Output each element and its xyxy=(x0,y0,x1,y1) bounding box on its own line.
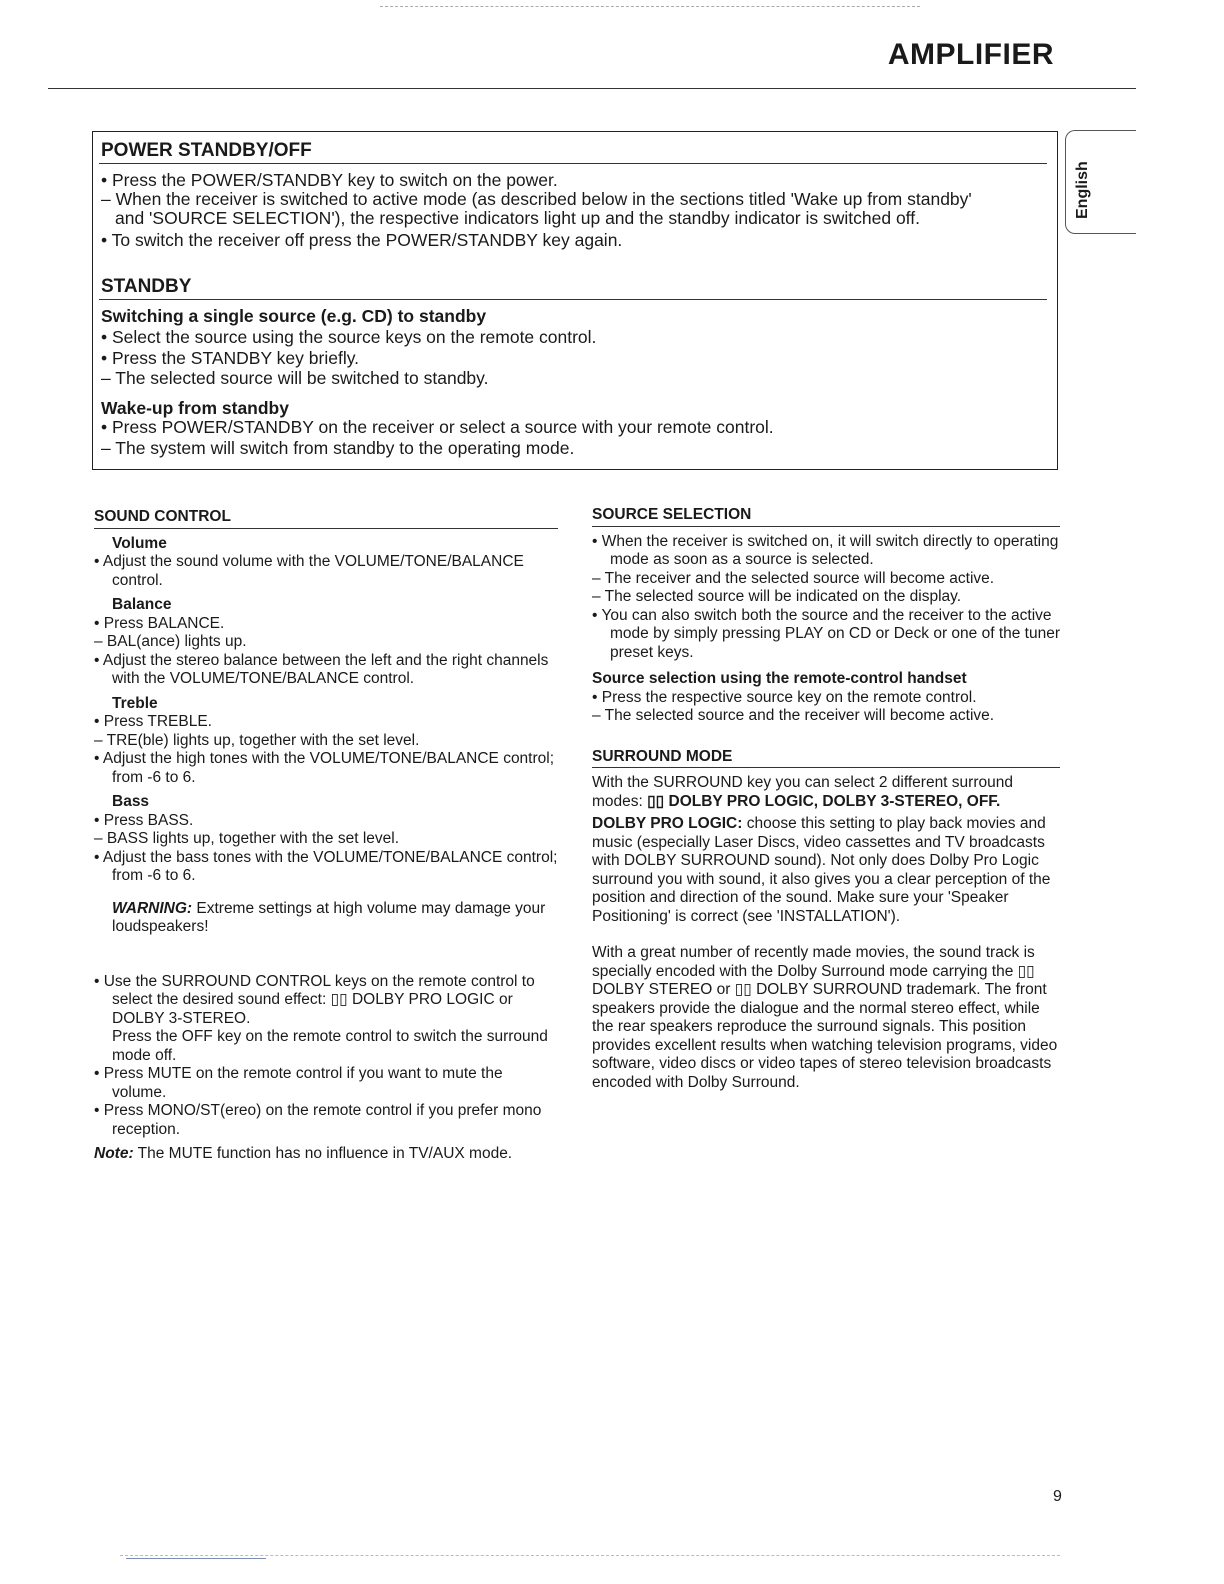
power-rule xyxy=(99,163,1047,164)
surround-modes: ▯▯ DOLBY PRO LOGIC, DOLBY 3-STEREO, OFF. xyxy=(647,792,1001,810)
source-line-2: – The receiver and the selected source will become active. xyxy=(592,569,995,587)
treble-line-3: • Adjust the high tones with the VOLUME/TONE/BALANCE control; from -6 to 6. xyxy=(94,750,555,786)
treble-title: Treble xyxy=(112,694,158,712)
surround-paragraph-2: With a great number of recently made movies, the sound track is specially encoded with the Dolby Surround mode carrying the ▯▯ DOLBY STEREO or ▯▯ DOLBY SURROUND trademark. The front speakers provide the dialogue and the normal stereo effect, while the rear speakers reproduce the surround signals. This position provides excellent results when watching television programs, video software, video discs or video tapes of stereo television broadcasts encoded with Dolby Surround. xyxy=(592,944,1058,1091)
mute-line: • Press MUTE on the remote control if you want to mute the volume. xyxy=(94,1065,503,1101)
balance-line-2: – BAL(ance) lights up. xyxy=(94,633,247,650)
mono-line: • Press MONO/ST(ereo) on the remote control if you prefer mono reception. xyxy=(94,1102,542,1138)
source-heading: SOURCE SELECTION xyxy=(592,506,1060,527)
scan-artifact-bottom xyxy=(120,1555,1060,1556)
standby-heading: STANDBY xyxy=(101,276,192,297)
standby-rule xyxy=(99,299,1047,300)
page-title: AMPLIFIER xyxy=(887,38,1054,71)
source-line-3: – The selected source will be indicated on the display. xyxy=(592,588,962,605)
power-line-2: – When the receiver is switched to active mode (as described below in the sections titled 'Wake up from standby' xyxy=(101,189,972,209)
source-line-1: • When the receiver is switched on, it will switch directly to operating mode as soon as a source is selected. xyxy=(592,532,1059,568)
warning-body: Extreme settings at high volume may damage your loudspeakers! xyxy=(112,899,546,935)
balance-line-1: • Press BALANCE. xyxy=(94,614,225,632)
surround-intro-text: With the SURROUND key you can select 2 different surround modes: xyxy=(592,774,1013,810)
note-label: Note: xyxy=(94,1145,134,1162)
balance-line-3: • Adjust the stereo balance between the left and the right channels with the VOLUME/TONE/BALANCE control. xyxy=(94,651,549,687)
wake-title: Wake-up from standby xyxy=(101,398,289,418)
warning-text xyxy=(94,900,558,937)
volume-title: Volume xyxy=(112,534,167,552)
scan-artifact-blue xyxy=(126,1558,266,1559)
single-source-title: Switching a single source (e.g. CD) to standby xyxy=(101,306,487,326)
wake-line-1: • Press POWER/STANDBY on the receiver or select a source with your remote control. xyxy=(101,417,774,437)
page-number: 9 xyxy=(1053,1488,1062,1505)
volume-line: • Adjust the sound volume with the VOLUME/TONE/BALANCE control. xyxy=(94,553,524,589)
bass-line-1: • Press BASS. xyxy=(94,811,194,829)
single-line-2: • Press the STANDBY key briefly. xyxy=(101,348,360,368)
power-line-3: and 'SOURCE SELECTION'), the respective indicators light up and the standby indicator is switched off. xyxy=(115,208,920,228)
power-heading: POWER STANDBY/OFF xyxy=(101,140,312,161)
note-body: The MUTE function has no influence in TV/AUX mode. xyxy=(133,1145,513,1162)
language-tab xyxy=(1065,130,1136,234)
standby-box xyxy=(92,131,1058,470)
source-column xyxy=(592,506,1060,1092)
sound-control-column xyxy=(94,508,558,1164)
bass-line-2: – BASS lights up, together with the set level. xyxy=(94,830,400,847)
remote-line-1: • Press the respective source key on the remote control. xyxy=(592,688,977,706)
language-label: English xyxy=(1074,161,1091,219)
remote-line-2: – The selected source and the receiver will become active. xyxy=(592,707,995,724)
surround-control-line: • Use the SURROUND CONTROL keys on the remote control to select the desired sound effect: ▯▯ DOLBY PRO LOGIC or DOLBY 3-STEREO. xyxy=(94,972,535,1027)
warning-label: WARNING: xyxy=(112,899,193,917)
dpl-label: DOLBY PRO LOGIC: xyxy=(592,815,743,832)
treble-line-1: • Press TREBLE. xyxy=(94,713,212,730)
title-rule xyxy=(48,88,1136,89)
surround-off-line: Press the OFF key on the remote control to switch the surround mode off. xyxy=(112,1028,548,1064)
note-text xyxy=(94,1145,558,1164)
bass-title: Bass xyxy=(112,793,150,810)
source-line-4: • You can also switch both the source and the receiver to the active mode by simply pressing PLAY on CD or Deck or one of the tuner preset keys. xyxy=(592,606,1061,661)
wake-line-2: – The system will switch from standby to the operating mode. xyxy=(101,438,575,458)
power-line-4: • To switch the receiver off press the POWER/STANDBY key again. xyxy=(101,230,623,250)
sound-control-heading: SOUND CONTROL xyxy=(94,508,558,529)
surround-intro xyxy=(592,774,1060,811)
scan-artifact-top xyxy=(380,6,920,7)
single-line-3: – The selected source will be switched to standby. xyxy=(101,368,489,388)
treble-line-2: – TRE(ble) lights up, together with the set level. xyxy=(94,731,420,749)
power-line-1: • Press the POWER/STANDBY key to switch on the power. xyxy=(101,170,558,190)
bass-line-3: • Adjust the bass tones with the VOLUME/TONE/BALANCE control; from -6 to 6. xyxy=(94,848,558,884)
dpl-text: choose this setting to play back movies and music (especially Laser Discs, video cassettes and TV broadcasts with DOLBY SURROUND sound). Not only does Dolby Pro Logic surround you with sound, it also gives you a clear perception of the position and direction of the sound. Make sure your 'Speaker Positioning' is correct (see 'INSTALLATION'). xyxy=(592,815,1051,925)
single-line-1: • Select the source using the source keys on the remote control. xyxy=(101,327,597,347)
balance-title: Balance xyxy=(112,596,172,613)
dpl-paragraph xyxy=(592,815,1060,926)
remote-title: Source selection using the remote-control handset xyxy=(592,670,967,687)
surround-heading: SURROUND MODE xyxy=(592,748,1060,769)
